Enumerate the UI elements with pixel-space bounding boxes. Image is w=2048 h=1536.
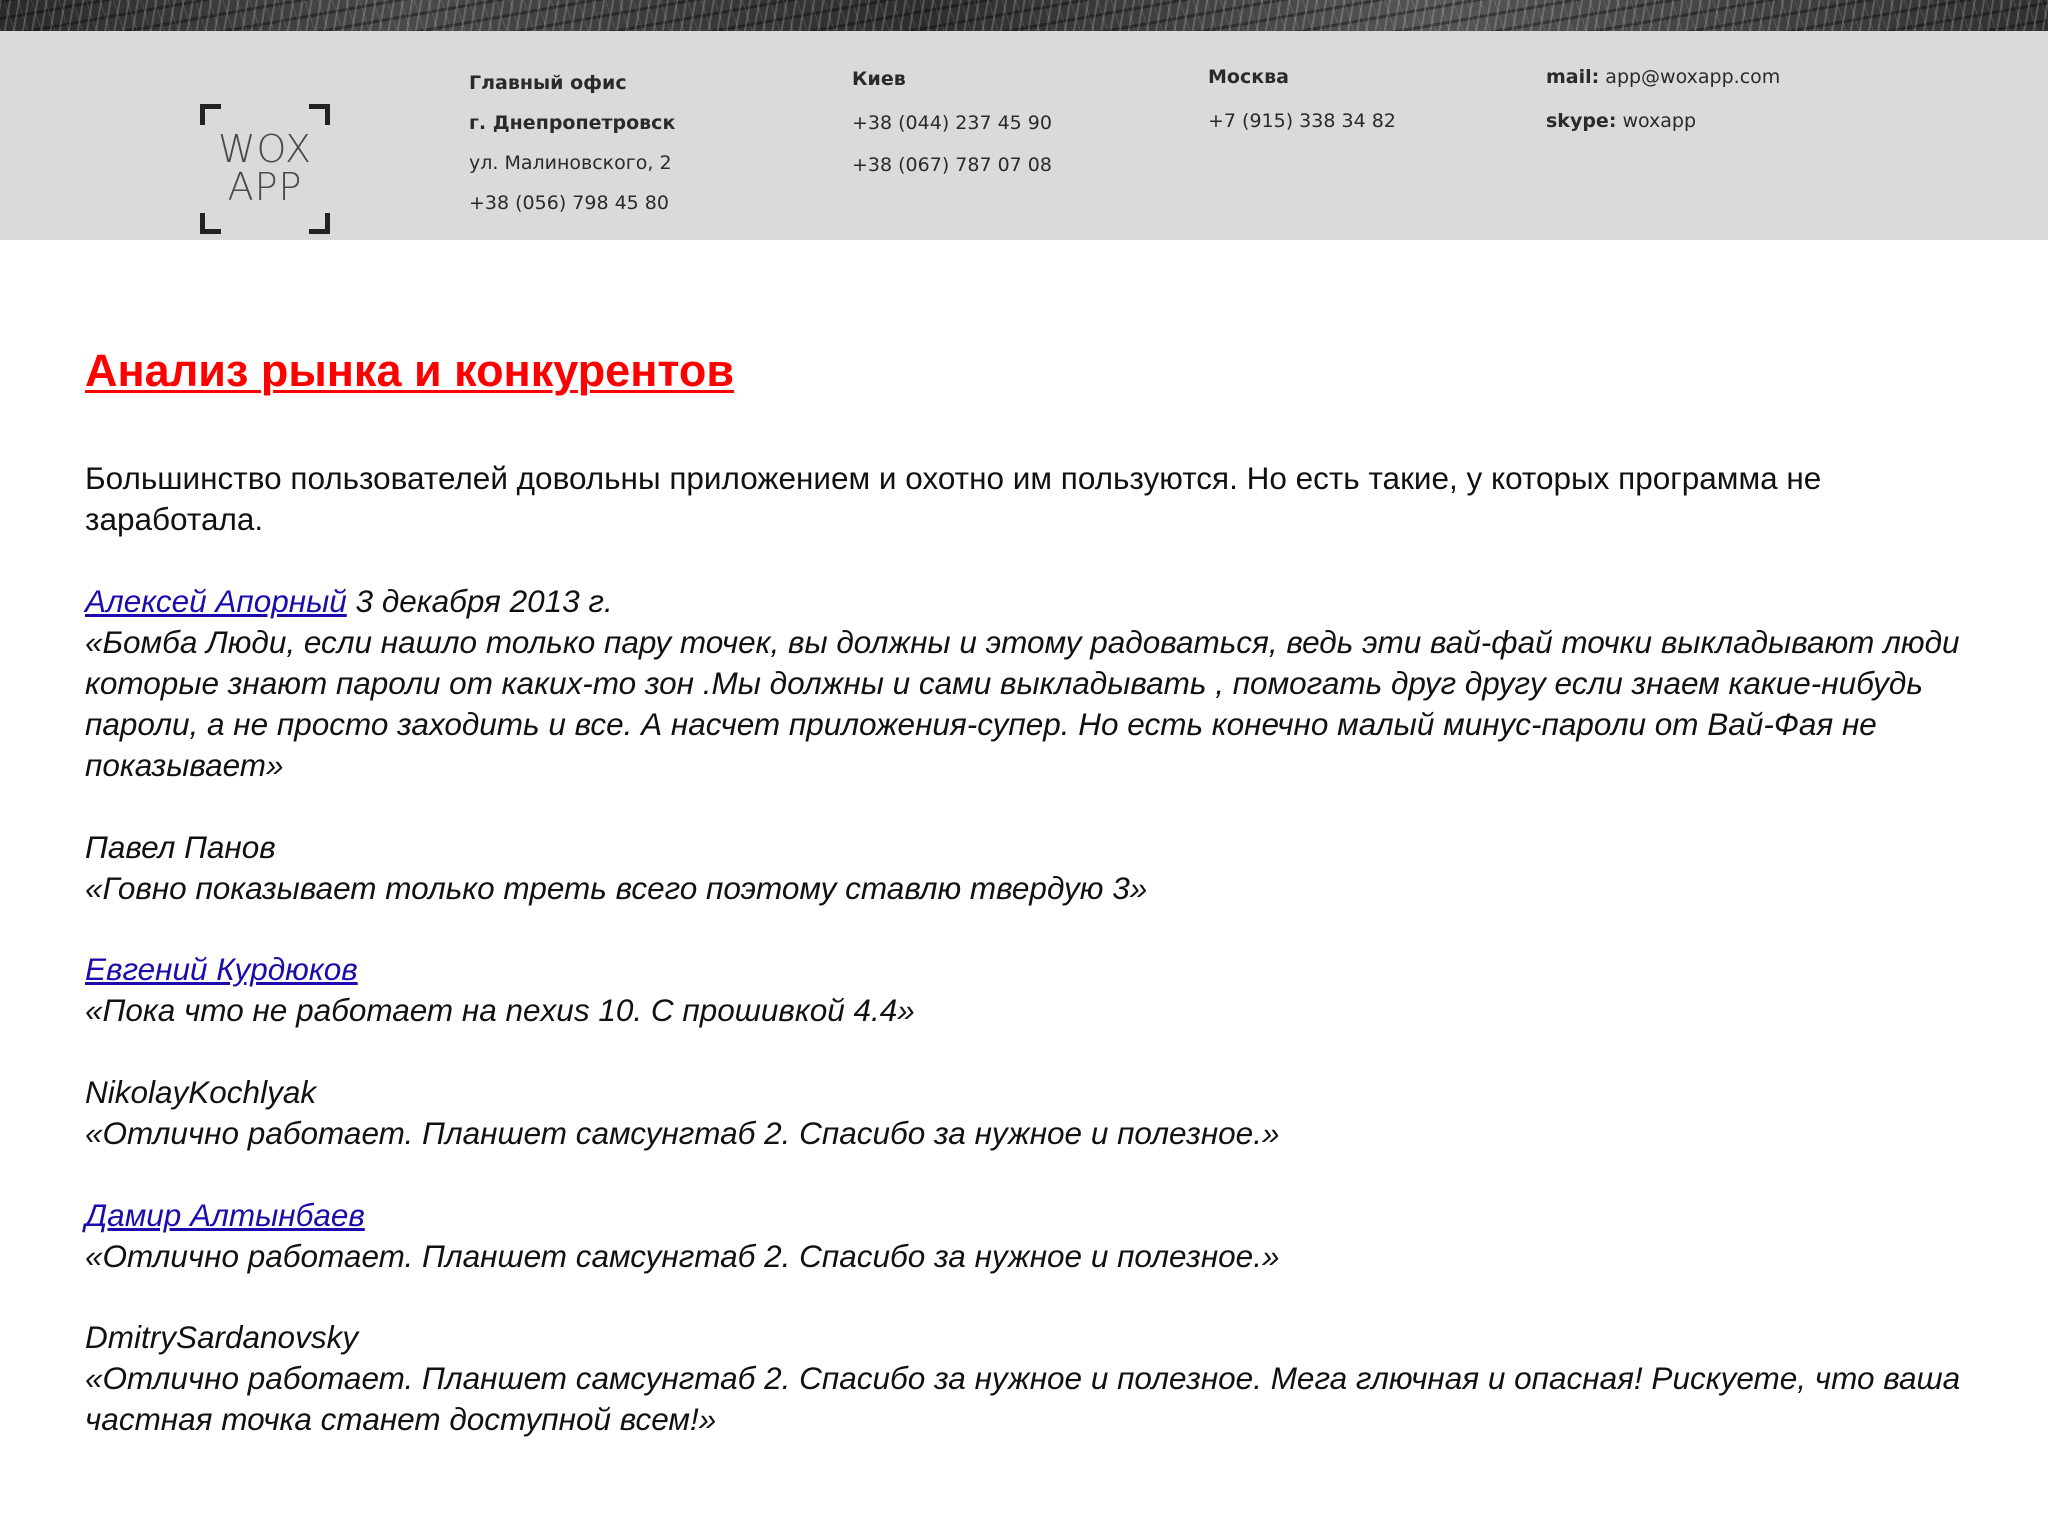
review-author-link[interactable]: Алексей Апорный [85, 583, 347, 619]
moscow-office-block [1208, 57, 1396, 141]
review-author: NikolayKochlyak [85, 1074, 317, 1110]
review-quote: «Пока что не работает на nexus 10. С прошивкой 4.4» [85, 992, 915, 1028]
logo-corner-bottom-left [200, 213, 221, 234]
document-title: Анализ рынка и конкурентов [85, 345, 734, 396]
logo-corner-top-right [309, 104, 330, 125]
review-quote: «Бомба Люди, если нашло только пару точек, вы должны и этому радоваться, ведь эти вай-фай точки выкладывают люди которые знают пароли от каких-то зон .Мы должны и сами выкладывать , помогать друг другу если знаем какие-нибудь пароли, а не просто заходить и все. А насчет приложения-супер. Но есть конечно малый минус-пароли от Вай-Фая не показывает» [85, 624, 1960, 783]
decorative-marble-strip [0, 0, 2048, 31]
logo-wordmark [200, 127, 330, 209]
main-office-block [469, 63, 675, 223]
review-1 [85, 581, 1965, 786]
review-2 [85, 827, 1965, 909]
title-wrap [85, 343, 734, 399]
skype-label: skype: [1546, 110, 1617, 132]
review-author-link[interactable]: Евгений Курдюков [85, 951, 358, 987]
kiev-title: Киев [852, 68, 906, 90]
intro-paragraph: Большинство пользователей довольны приложением и охотно им пользуются. Но есть такие, у которых программа не заработала. [85, 460, 1822, 537]
main-office-city: г. Днепропетровск [469, 112, 676, 134]
letterhead [0, 31, 2048, 240]
review-author-link[interactable]: Дамир Алтынбаев [85, 1197, 365, 1233]
review-author: Павел Панов [85, 829, 276, 865]
main-office-title: Главный офис [469, 72, 627, 94]
main-office-phone: +38 (056) 798 45 80 [469, 192, 669, 214]
logo-line-1: WOX [217, 127, 313, 171]
review-3 [85, 949, 1965, 1031]
logo-corner-top-left [200, 104, 221, 125]
review-4 [85, 1072, 1965, 1154]
logo-line-2: APP [227, 165, 303, 209]
kiev-office-block [852, 59, 1052, 185]
skype-handle[interactable]: woxapp [1622, 110, 1697, 132]
review-5 [85, 1195, 1965, 1277]
review-6 [85, 1317, 1965, 1440]
review-quote: «Отлично работает. Планшет самсунгтаб 2. Спасибо за нужное и полезное.» [85, 1115, 1280, 1151]
contacts-block [1546, 57, 1780, 141]
kiev-phone-1: +38 (044) 237 45 90 [852, 112, 1052, 134]
main-office-street: ул. Малиновского, 2 [469, 152, 672, 174]
logo-corner-bottom-right [309, 213, 330, 234]
mail-label: mail: [1546, 66, 1600, 88]
review-quote: «Отлично работает. Планшет самсунгтаб 2. Спасибо за нужное и полезное. Мега глючная и опасная! Рискуете, что ваша частная точка станет доступной всем!» [85, 1360, 1961, 1437]
review-author: DmitrySardanovsky [85, 1319, 359, 1355]
moscow-title: Москва [1208, 66, 1289, 88]
review-quote: «Говно показывает только треть всего поэтому ставлю твердую 3» [85, 870, 1148, 906]
woxapp-logo [200, 104, 330, 234]
review-quote: «Отлично работает. Планшет самсунгтаб 2. Спасибо за нужное и полезное.» [85, 1238, 1280, 1274]
review-date: 3 декабря 2013 г. [355, 583, 613, 619]
moscow-phone: +7 (915) 338 34 82 [1208, 110, 1396, 132]
mail-link[interactable]: app@woxapp.com [1605, 66, 1781, 88]
kiev-phone-2: +38 (067) 787 07 08 [852, 154, 1052, 176]
